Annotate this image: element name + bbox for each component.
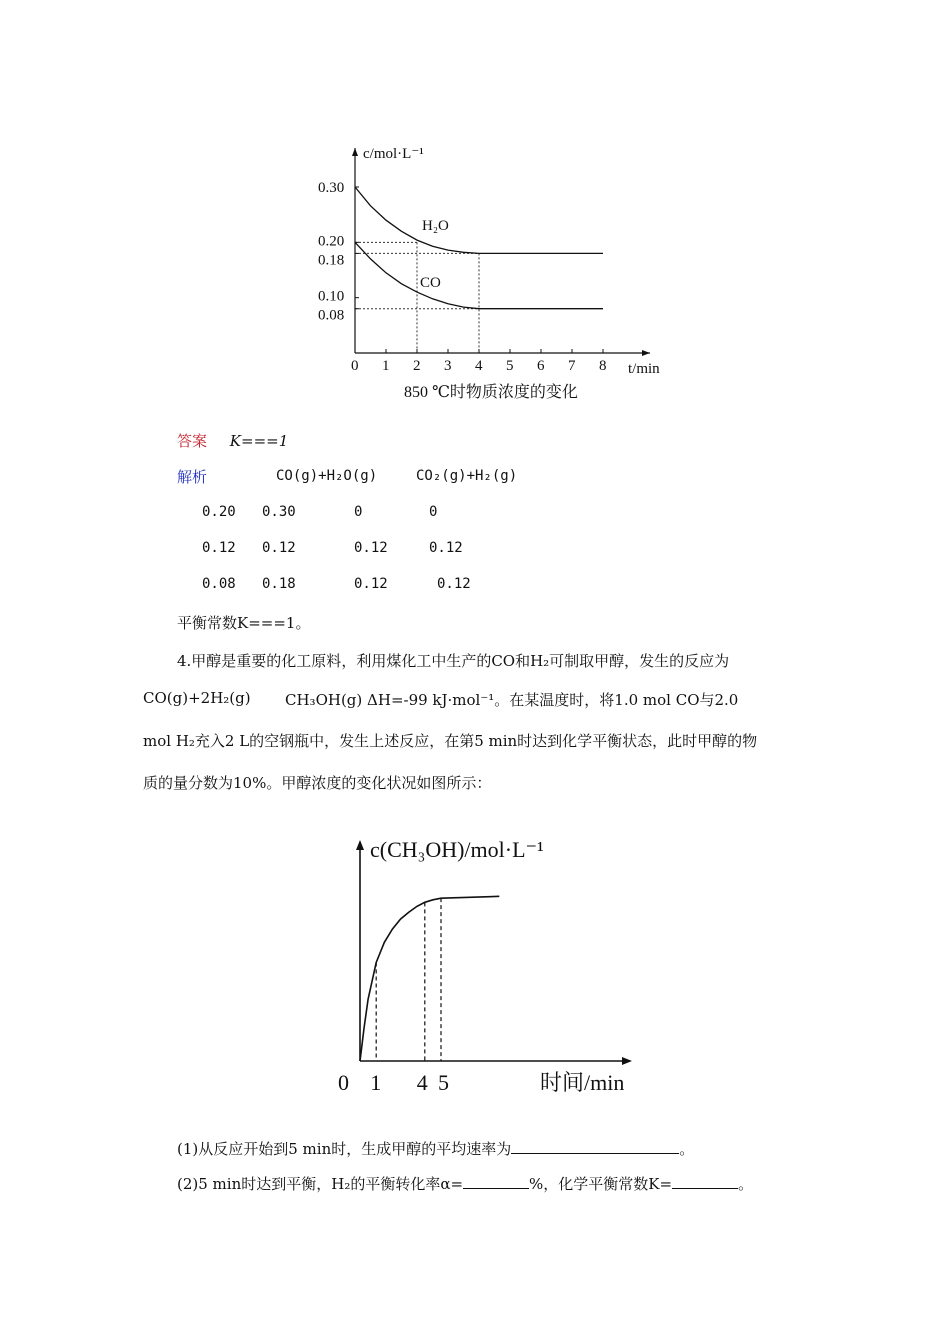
chart1-legend-h2o: H₂O — [422, 218, 449, 234]
question4-line2-left: CO(g)+2H₂(g) — [143, 689, 251, 707]
chart1-caption: 850 ℃时物质浓度的变化 — [404, 384, 578, 401]
chart2-x-arrow — [622, 1057, 632, 1065]
chart1-xtick-label: 2 — [413, 358, 421, 374]
chart2-xlabel: 时间/min — [540, 1070, 625, 1095]
chart1-xtick-label: 3 — [444, 358, 452, 374]
analysis-label: 解析 — [177, 468, 208, 486]
subquestion-2-mid: %，化学平衡常数K= — [529, 1175, 673, 1193]
chart1-xtick-label: 4 — [475, 358, 483, 374]
answer-blank-conversion[interactable] — [463, 1174, 529, 1189]
chart1-guides — [355, 242, 479, 353]
subquestion-2 — [177, 1173, 753, 1194]
answer-text: K===1 — [229, 432, 289, 450]
analysis-row-1-b: 0.30 — [262, 504, 296, 520]
answer-blank-rate[interactable] — [511, 1139, 679, 1154]
answer-line — [177, 430, 288, 451]
chart1-xtick-label: 0 — [351, 358, 359, 374]
analysis-row-2-a: 0.12 — [202, 540, 236, 556]
subquestion-1-end: 。 — [679, 1140, 695, 1158]
chart2-xtick-label: 0 — [338, 1070, 349, 1095]
analysis-row-3-c: 0.12 — [354, 576, 388, 592]
subquestion-2-text: (2)5 min时达到平衡，H₂的平衡转化率α= — [177, 1175, 464, 1193]
chart2-ticks — [338, 1070, 449, 1095]
analysis-equation-left: CO(g)+H₂O(g) — [276, 468, 378, 484]
chart1-ytick-label: 0.20 — [318, 233, 345, 250]
chart1-axes — [352, 148, 650, 356]
analysis-row-3-b: 0.18 — [262, 576, 296, 592]
chart1-series-line-0 — [355, 187, 603, 253]
chart2-y-arrow — [356, 840, 364, 850]
chart1-x-arrow — [642, 350, 650, 356]
chart1-y-arrow — [352, 148, 358, 156]
chart1-ylabel: c/mol·L⁻¹ — [363, 146, 424, 162]
chart2-ylabel: c(CH₃OH)/mol·L⁻¹ — [370, 837, 544, 862]
analysis-row-3-d: 0.12 — [437, 576, 471, 592]
chart1-xtick-label: 7 — [568, 358, 576, 374]
chart1-ytick-label: 0.30 — [318, 180, 345, 196]
analysis-row-2-d: 0.12 — [429, 540, 463, 556]
subquestion-2-end: 。 — [738, 1175, 754, 1193]
chart2-series — [360, 896, 499, 1061]
subquestion-1-text: (1)从反应开始到5 min时，生成甲醇的平均速率为 — [177, 1140, 512, 1158]
question4-line1: 4.甲醇是重要的化工原料，利用煤化工中生产的CO和H₂可制取甲醇，发生的反应为 — [177, 652, 730, 670]
chart1-legend-co: CO — [420, 275, 441, 291]
analysis-row-1-c: 0 — [354, 504, 363, 520]
chart1-xtick-label: 6 — [537, 358, 545, 374]
chart1-xlabel: t/min — [628, 361, 660, 377]
chart1-ytick-label: 0.18 — [318, 252, 345, 269]
chart2-xtick-label: 5 — [438, 1070, 449, 1095]
question4-line4: 质的量分数为10%。甲醇浓度的变化状况如图所示： — [143, 774, 492, 792]
chart2-axes — [356, 840, 632, 1065]
question4-line2-right: CH₃OH(g) ΔH=-99 kJ·mol⁻¹。在某温度时，将1.0 mol CO与2.0 — [285, 691, 739, 709]
chart1-xtick-label: 5 — [506, 358, 514, 374]
analysis-row-2-c: 0.12 — [354, 540, 388, 556]
analysis-row-3-a: 0.08 — [202, 576, 236, 592]
chart2-xtick-label: 4 — [416, 1070, 428, 1095]
answer-blank-constant[interactable] — [672, 1174, 738, 1189]
chart1-ticks — [318, 180, 607, 374]
equilibrium-constant-line: 平衡常数K===1。 — [177, 614, 311, 632]
analysis-equation-right: CO₂(g)+H₂(g) — [416, 468, 518, 484]
chart2-guides — [376, 898, 441, 1061]
question4-line3: mol H₂充入2 L的空钢瓶中，发生上述反应，在第5 min时达到化学平衡状态，此时甲醇的物 — [143, 732, 758, 750]
analysis-row-1-a: 0.20 — [202, 504, 236, 520]
subquestion-1 — [177, 1138, 694, 1159]
chart1-ytick-label: 0.10 — [318, 288, 345, 305]
analysis-line — [177, 466, 207, 487]
concentration-chart-850 — [300, 140, 680, 410]
analysis-row-1-d: 0 — [429, 504, 438, 520]
chart2-xtick-label: 1 — [370, 1070, 382, 1095]
answer-label: 答案 — [177, 432, 208, 450]
methanol-concentration-chart — [340, 830, 660, 1100]
chart1-xtick-label: 8 — [599, 358, 607, 374]
analysis-row-2-b: 0.12 — [262, 540, 296, 556]
chart2-series-line — [360, 896, 499, 1061]
chart1-xtick-label: 1 — [382, 358, 390, 374]
chart1-ytick-label: 0.08 — [318, 307, 345, 324]
